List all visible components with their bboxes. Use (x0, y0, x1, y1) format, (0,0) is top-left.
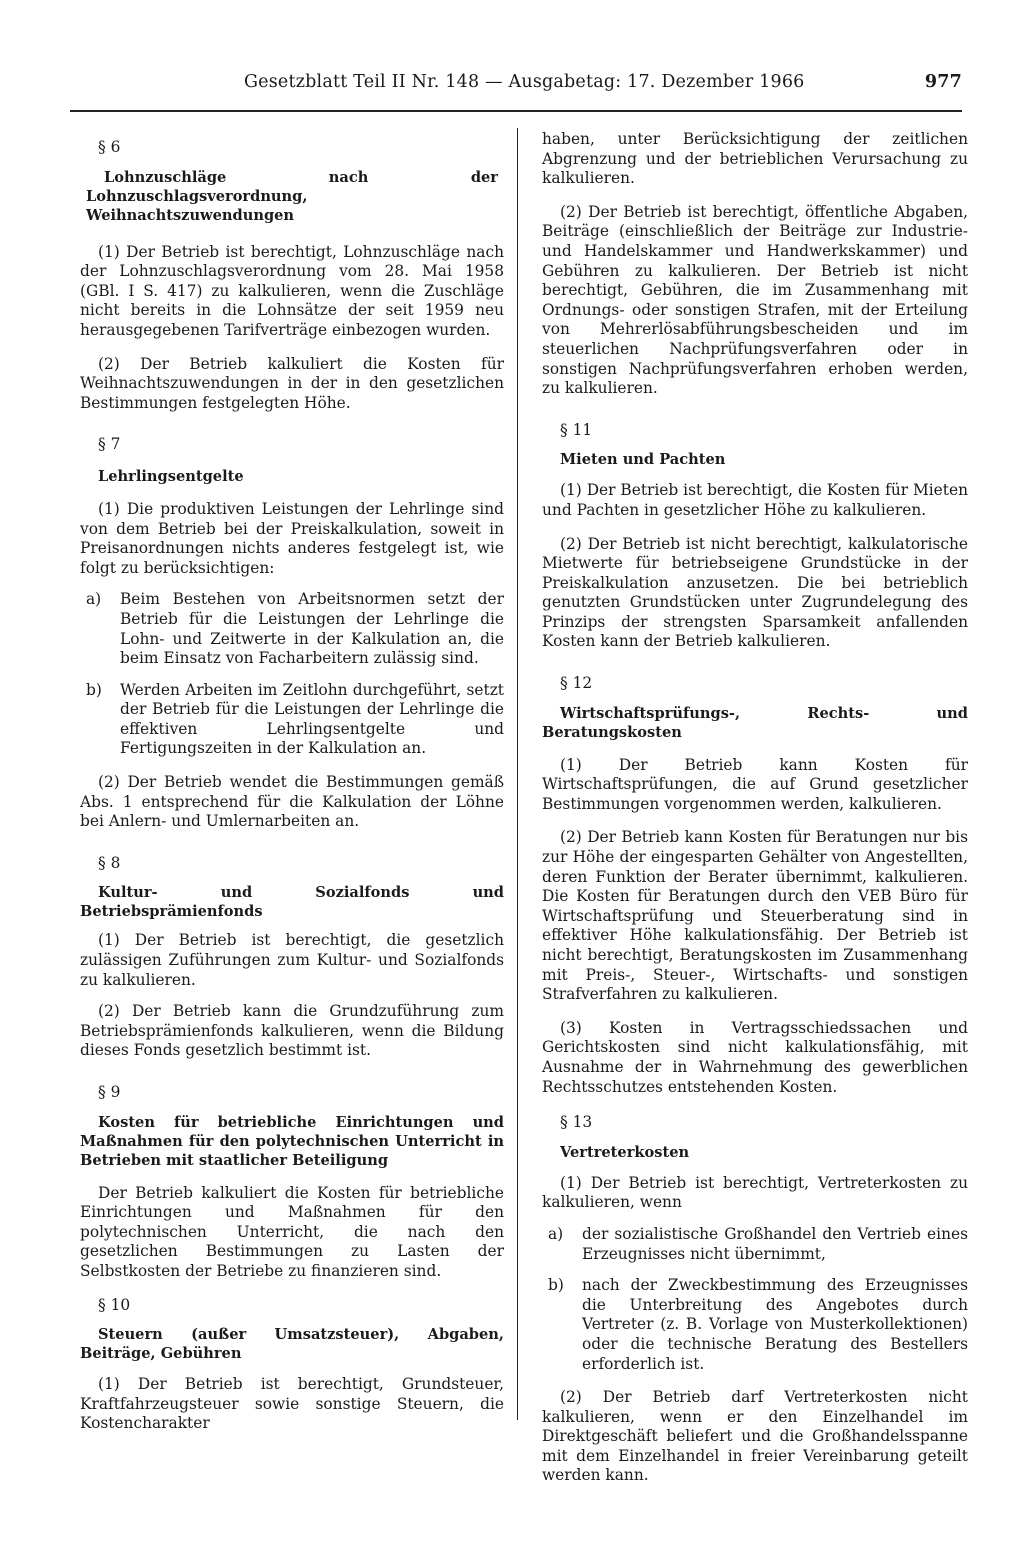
paragraph: (1) Der Betrieb ist berechtigt, die gesetzlich zulässigen Zuführungen zum Kultur- und Sozialfonds zu kalkulieren. (80, 931, 504, 989)
paragraph: (2) Der Betrieb kann Kosten für Beratungen nur bis zur Höhe der eingesparten Gehälter von Angestellten, deren Funktion der Berater übernimmt, kalkulieren. Die Kosten für Beratungen durch den VEB Büro für Wirtschaftsprüfung und Steuerberatung sind in effektiver Höhe kalkulationsfähig. Der Betrieb ist nicht berechtigt, Beratungskosten im Zusammenhang mit Preis-, Steuer-, Wirtschafts- und sonstigen Strafverfahren zu kalkulieren. (542, 828, 968, 1004)
paragraph: (1) Der Betrieb kann Kosten für Wirtschaftsprüfungen, die auf Grund gesetzlicher Bestimmungen vorgenommen werden, kalkulieren. (542, 755, 968, 813)
list-item (542, 1276, 968, 1374)
paragraph: (1) Der Betrieb ist berechtigt, Vertreterkosten zu kalkulieren, wenn (542, 1173, 968, 1212)
section-title: Lohnzuschläge nach der Lohnzuschlagsverordnung, Weihnachtszuwendungen (86, 168, 498, 224)
paragraph: (2) Der Betrieb kann die Grundzuführung zum Betriebsprämienfonds kalkulieren, wenn die Bildung dieses Fonds gesetzlich bestimmt ist. (80, 1002, 504, 1060)
page-header (244, 72, 962, 92)
section-title: Wirtschaftsprüfungs-, Rechts- und Beratungskosten (542, 704, 968, 741)
section-number: § 13 (560, 1113, 593, 1132)
section-title: Mieten und Pachten (560, 451, 726, 469)
paragraph: (3) Kosten in Vertragsschiedssachen und Gerichtskosten sind nicht kalkulationsfähig, mit Ausnahme der in Wahrnehmung des gewerblichen Rechtsschutzes entstehenden Kosten. (542, 1018, 968, 1096)
section-title: Kosten für betriebliche Einrichtungen und Maßnahmen für den polytechnischen Unterricht in Betrieben mit staatlicher Beteiligung (80, 1113, 504, 1169)
header-title: Gesetzblatt Teil II Nr. 148 — Ausgabetag: 17. Dezember 1966 (244, 72, 805, 92)
section-number: § 9 (98, 1083, 121, 1101)
list-item-label: a) (548, 1224, 564, 1243)
section-title: Steuern (außer Umsatzsteuer), Abgaben, Beiträge, Gebühren (80, 1326, 504, 1363)
section-number: § 11 (560, 420, 593, 439)
list-item-text: Beim Bestehen von Arbeitsnormen setzt der Betrieb für die Leistungen der Lehrlinge die Lohn- und Zeitwerte in der Kalkulation an, die beim Einsatz von Facharbeitern zulässig sind. (120, 590, 504, 668)
list-item-label: a) (86, 590, 102, 609)
paragraph: (2) Der Betrieb darf Vertreterkosten nicht kalkulieren, wenn er den Einzelhandel im Direktgeschäft beliefert und die Großhandelsspanne mit dem Einzelhandel in freier Vereinbarung geteilt werden kann. (542, 1388, 968, 1485)
header-rule (70, 110, 962, 112)
list-item (80, 681, 504, 759)
section-number: § 10 (98, 1295, 131, 1314)
paragraph: (1) Der Betrieb ist berechtigt, Lohnzuschläge nach der Lohnzuschlagsverordnung vom 28. Mai 1958 (GBl. I S. 417) zu kalkulieren, wenn die Zuschläge nicht bereits in die Lohnsätze der seit 1959 neu herausgegebenen Tarifverträge einbezogen wurden. (80, 242, 504, 339)
paragraph: haben, unter Berücksichtigung der zeitlichen Abgrenzung und der betrieblichen Verursachung zu kalkulieren. (542, 130, 968, 188)
section-title: Vertreterkosten (560, 1143, 690, 1161)
paragraph: (2) Der Betrieb wendet die Bestimmungen gemäß Abs. 1 entsprechend für die Kalkulation der Löhne bei Anlern- und Umlernarbeiten an. (80, 773, 504, 831)
section-title: Lehrlingsentgelte (98, 467, 244, 485)
right-column (542, 130, 968, 1486)
left-column (80, 130, 504, 1434)
paragraph: (2) Der Betrieb ist nicht berechtigt, kalkulatorische Mietwerte für betriebseigene Grundstücke in der Preiskalkulation anzusetzen. Die bei betrieblich genutzten Grundstücken unter Zugrundelegung des Prinzips der strengsten Sparsamkeit anfallenden Kosten kann der Betrieb kalkulieren. (542, 534, 968, 651)
paragraph: (2) Der Betrieb kalkuliert die Kosten für Weihnachtszuwendungen in der in den gesetzlichen Bestimmungen festgelegten Höhe. (80, 354, 504, 412)
paragraph: (1) Der Betrieb ist berechtigt, Grundsteuer, Kraftfahrzeugsteuer sowie sonstige Steuern, die Kostencharakter (80, 1375, 504, 1433)
column-divider (517, 128, 518, 1420)
paragraph: Der Betrieb kalkuliert die Kosten für betriebliche Einrichtungen und Maßnahmen für den polytechnischen Unterricht, die nach den gesetzlichen Bestimmungen zu Lasten der Selbstkosten der Betriebe zu finanzieren sind. (80, 1183, 504, 1280)
section-number: § 12 (560, 674, 593, 693)
list-item-text: der sozialistische Großhandel den Vertrieb eines Erzeugnisses nicht übernimmt, (582, 1224, 968, 1263)
paragraph: (2) Der Betrieb ist berechtigt, öffentliche Abgaben, Beiträge (einschließlich der Beiträge zur Industrie- und Handelskammer und Handwerkskammer) und Gebühren zu kalkulieren. Der Betrieb ist nicht berechtigt, Gebühren, die im Zusammenhang mit Ordnungs- oder sonstigen Strafen, mit der Erteilung von Mehrerlösabführungsbescheiden und im steuerlichen Nachprüfungsverfahren oder in sonstigen Nachprüfungsverfahren erhoben werden, zu kalkulieren. (542, 202, 968, 398)
list-item (542, 1225, 968, 1264)
list-item (80, 590, 504, 668)
section-number: § 6 (98, 138, 121, 156)
list-item-label: b) (86, 680, 102, 699)
list-item-text: Werden Arbeiten im Zeitlohn durchgeführt, setzt der Betrieb für die Leistungen der Lehrlinge die effektiven Lehrlingsentgelte und Fertigungszeiten in der Kalkulation an. (120, 680, 504, 758)
page-number: 977 (924, 72, 962, 92)
section-title: Kultur- und Sozialfonds und Betriebsprämienfonds (80, 884, 504, 921)
list-item-label: b) (548, 1276, 564, 1295)
list-item-text: nach der Zweckbestimmung des Erzeugnisses die Unterbreitung des Angebotes durch Vertreter (z. B. Vorlage von Musterkollektionen) oder die technische Beratung des Bestellers erforderlich ist. (582, 1276, 968, 1373)
paragraph: (1) Der Betrieb ist berechtigt, die Kosten für Mieten und Pachten in gesetzlicher Höhe zu kalkulieren. (542, 481, 968, 519)
paragraph: (1) Die produktiven Leistungen der Lehrlinge sind von dem Betrieb bei der Preiskalkulation, soweit in Preisanordnungen nichts anderes festgelegt ist, wie folgt zu berücksichtigen: (80, 499, 504, 577)
section-number: § 8 (98, 853, 121, 872)
section-number: § 7 (98, 435, 121, 454)
